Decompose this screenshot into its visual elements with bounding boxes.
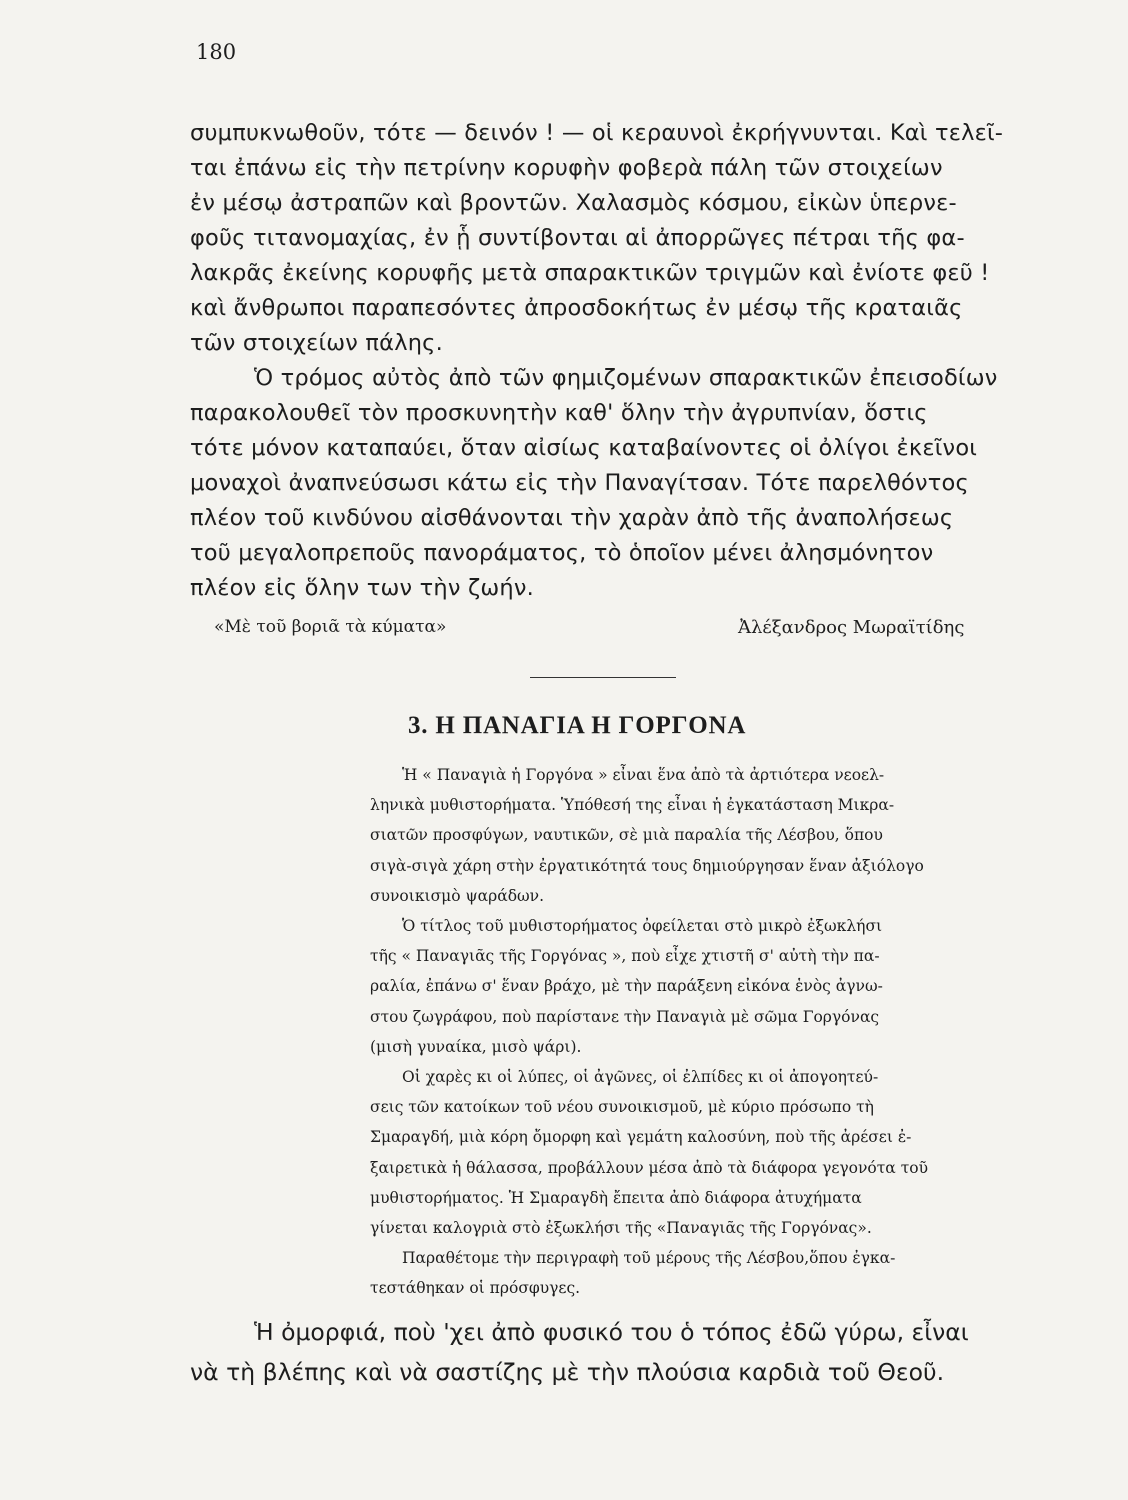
text-line: Παραθέτομε τὴν περιγραφὴ τοῦ μέρους τῆς Λέσβου,ὅπου ἐγκα- [402, 1249, 896, 1267]
section-divider [530, 677, 676, 678]
text-line: τότε μόνον καταπαύει, ὅταν αἰσίως καταβαίνοντες οἱ ὀλίγοι ἐκεῖνοι [190, 435, 978, 461]
text-line: ληνικὰ μυθιστορήματα. Ὑπόθεσή της εἶναι ἡ ἐγκατάσταση Μικρα- [370, 796, 895, 815]
text-line: ἐν μέσῳ ἀστραπῶν καὶ βροντῶν. Χαλασμὸς κόσμου, εἰκὼν ὑπερνε- [190, 190, 957, 216]
intro-paragraph-4 [370, 1243, 1032, 1303]
text-line: μυθιστορήματος. Ἡ Σμαραγδὴ ἔπειτα ἀπὸ διάφορα ἀτυχήματα [370, 1188, 862, 1207]
text-line: συμπυκνωθοῦν, τότε — δεινόν ! — οἱ κεραυνοὶ ἐκρήγνυνται. Καὶ τελεῖ- [190, 120, 1004, 146]
text-line: (μισὴ γυναίκα, μισὸ ψάρι). [370, 1037, 582, 1056]
intro-paragraph-3 [370, 1062, 1032, 1243]
intro-paragraph-1 [370, 760, 1032, 911]
text-line: Οἱ χαρὲς κι οἱ λύπες, οἱ ἀγῶνες, οἱ ἐλπίδες κι οἱ ἀπογοητεύ- [402, 1068, 879, 1086]
text-line: ται ἐπάνω εἰς τὴν πετρίνην κορυφὴν φοβερὰ πάλη τῶν στοιχείων [190, 155, 943, 181]
section-heading: 3. Η ΠΑΝΑΓΙΑ Η ΓΟΡΓΟΝΑ [408, 712, 747, 739]
text-line: σεις τῶν κατοίκων τοῦ νέου συνοικισμοῦ, μὲ κύριο πρόσωπο τὴ [370, 1098, 874, 1117]
body-paragraph-2 [190, 361, 1042, 606]
page-number: 180 [196, 40, 237, 64]
text-line: πλέον τοῦ κινδύνου αἰσθάνονται τὴν χαρὰν ἀπὸ τῆς ἀναπολήσεως [190, 505, 954, 531]
text-line: τεστάθηκαν οἱ πρόσφυγες. [370, 1279, 581, 1298]
text-line: τῶν στοιχείων πάλης. [190, 330, 443, 356]
text-line: φοῦς τιτανομαχίας, ἐν ᾗ συντίβονται αἱ ἀπορρῶγες πέτραι τῆς φα- [190, 225, 965, 251]
text-line: Ὁ τρόμος αὐτὸς ἀπὸ τῶν φημιζομένων σπαρακτικῶν ἐπεισοδίων [254, 365, 998, 391]
text-line: νὰ τὴ βλέπης καὶ νὰ σαστίζης μὲ τὴν πλούσια καρδιὰ τοῦ Θεοῦ. [190, 1358, 945, 1386]
text-line: μοναχοὶ ἀναπνεύσωσι κάτω εἰς τὴν Παναγίτσαν. Τότε παρελθόντος [190, 470, 969, 496]
text-line: ξαιρετικὰ ἡ θάλασσα, προβάλλουν μέσα ἀπὸ τὰ διάφορα γεγονότα τοῦ [370, 1158, 929, 1177]
text-line: πλέον εἰς ὅλην των τὴν ζωήν. [190, 575, 535, 601]
text-line: τῆς « Παναγιᾶς τῆς Γοργόνας », ποὺ εἶχε χτιστῆ σ' αὐτὴ τὴν πα- [370, 947, 880, 966]
text-line: ραλία, ἐπάνω σ' ἕναν βράχο, μὲ τὴν παράξενη εἰκόνα ἑνὸς ἀγνω- [370, 977, 883, 996]
text-line: καὶ ἄνθρωποι παραπεσόντες ἀπροσδοκήτως ἐν μέσῳ τῆς κραταιᾶς [190, 295, 963, 321]
text-line: παρακολουθεῖ τὸν προσκυνητὴν καθ' ὅλην τὴν ἀγρυπνίαν, ὅστις [190, 400, 928, 426]
text-line: γίνεται καλογριὰ στὸ ἐξωκλήσι τῆς «Παναγιᾶς τῆς Γοργόνας». [370, 1219, 872, 1238]
text-line: συνοικισμὸ ψαράδων. [370, 886, 545, 905]
text-line: σιατῶν προσφύγων, ναυτικῶν, σὲ μιὰ παραλία τῆς Λέσβου, ὅπου [370, 826, 883, 845]
text-line: τοῦ μεγαλοπρεποῦς πανοράματος, τὸ ὁποῖον μένει ἀλησμόνητον [190, 540, 934, 566]
source-author: Ἀλέξανδρος Μωραϊτίδης [738, 617, 965, 638]
text-line: λακρᾶς ἐκείνης κορυφῆς μετὰ σπαρακτικῶν τριγμῶν καὶ ἐνίοτε φεῦ ! [190, 260, 990, 286]
source-work: «Μὲ τοῦ βοριᾶ τὰ κύματα» [214, 617, 447, 637]
text-line: Ἡ ὀμορφιά, ποὺ 'χει ἀπὸ φυσικό του ὁ τόπος ἐδῶ γύρω, εἶναι [254, 1318, 969, 1346]
text-line: Ἡ « Παναγιὰ ἡ Γοργόνα » εἶναι ἕνα ἀπὸ τὰ ἀρτιότερα νεοελ- [402, 766, 885, 784]
text-line: Σμαραγδή, μιὰ κόρη ὄμορφη καὶ γεμάτη καλοσύνη, ποὺ τῆς ἀρέσει ἐ- [370, 1128, 912, 1147]
intro-paragraph-2 [370, 911, 1032, 1062]
text-line: στου ζωγράφου, ποὺ παρίστανε τὴν Παναγιὰ μὲ σῶμα Γοργόνας [370, 1007, 880, 1026]
body-paragraph-1 [190, 116, 1042, 361]
excerpt-opening [190, 1312, 1042, 1392]
text-line: σιγὰ-σιγὰ χάρη στὴν ἐργατικότητά τους δημιούργησαν ἕναν ἀξιόλογο [370, 856, 924, 875]
text-line: Ὁ τίτλος τοῦ μυθιστορήματος ὀφείλεται στὸ μικρὸ ἐξωκλήσι [402, 917, 883, 935]
